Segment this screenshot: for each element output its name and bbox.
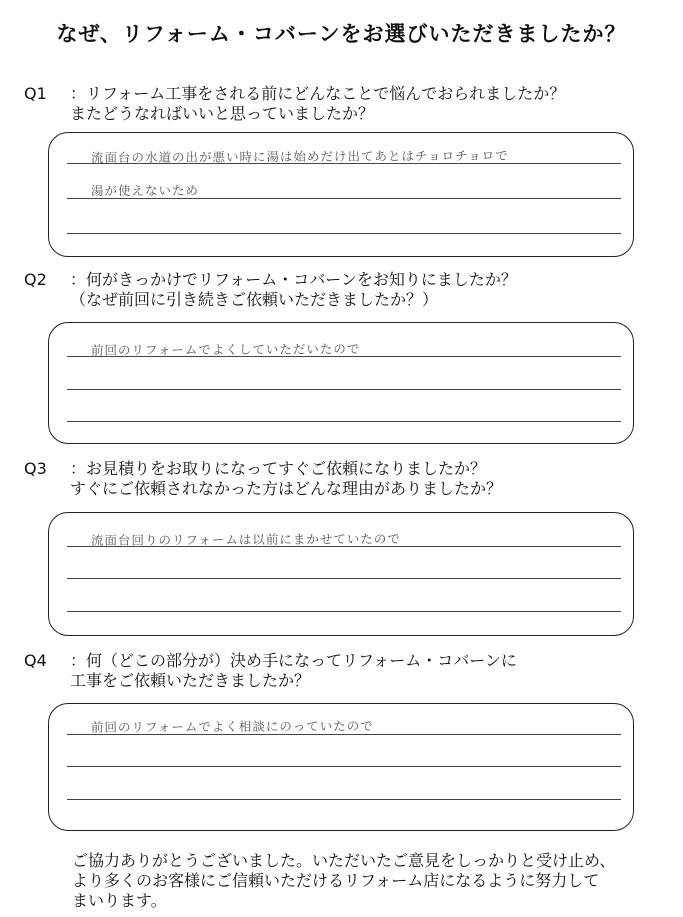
question-text: ：何がきっかけでリフォーム・コバーンをお知りにましたか？ [70,270,517,289]
closing-line: ご協力ありがとうございました。いただいたご意見をしっかりと受け止め、 [72,851,616,870]
closing-message [72,851,615,911]
answer-rule [67,799,621,800]
closing-line: まいります。 [72,891,167,910]
page-title: なぜ、リフォーム・コバーンをお選びいただきましたか？ [56,22,627,46]
question-number: Q4 [24,651,47,670]
closing-line: より多くのお客様にご信頼いただけるリフォーム店になるように努力して [72,871,600,890]
answer-box-2[interactable] [48,322,634,444]
handwritten-answer: 前回のリフォームでよくしていただいたので [90,341,361,358]
answer-rule [67,766,621,767]
handwritten-answer: 流面台の水道の出が悪い時に湯は始めだけ出てあとはチョロチョロで [90,147,509,166]
answer-box-3[interactable] [48,512,634,636]
question-number: Q3 [24,459,47,478]
answer-rule [67,611,621,612]
question-text: （なぜ前回に引き続きご依頼いただきましたか？） [70,290,439,309]
question-3 [24,459,502,499]
question-text: ：何（どこの部分が）決め手になってリフォーム・コバーンに [70,651,517,670]
question-number: Q1 [24,84,47,103]
question-number: Q2 [24,270,47,289]
answer-rule [67,233,621,234]
handwritten-answer: 流面台回りのリフォームは以前にまかせていたので [90,531,401,548]
answer-rule [67,578,621,579]
answer-box-4[interactable] [48,703,634,831]
question-text: ：リフォーム工事をされる前にどんなことで悩んでおられましたか？ [70,84,566,103]
question-text: ：お見積りをお取りになってすぐご依頼になりましたか？ [70,459,487,478]
answer-rule [67,421,621,422]
answer-box-1[interactable] [48,132,634,257]
handwritten-answer: 前回のリフォームでよく相談にのっていたので [90,718,374,735]
question-4 [24,651,517,691]
handwritten-answer: 湯が使えないため [90,182,200,199]
question-2 [24,270,517,310]
answer-rule [67,389,621,390]
question-1 [24,84,565,124]
question-text: 工事をご依頼いただきましたか？ [70,671,311,690]
question-text: すぐにご依頼されなかった方はどんな理由がありましたか？ [70,479,503,498]
question-text: またどうなればいいと思っていましたか？ [70,104,375,123]
